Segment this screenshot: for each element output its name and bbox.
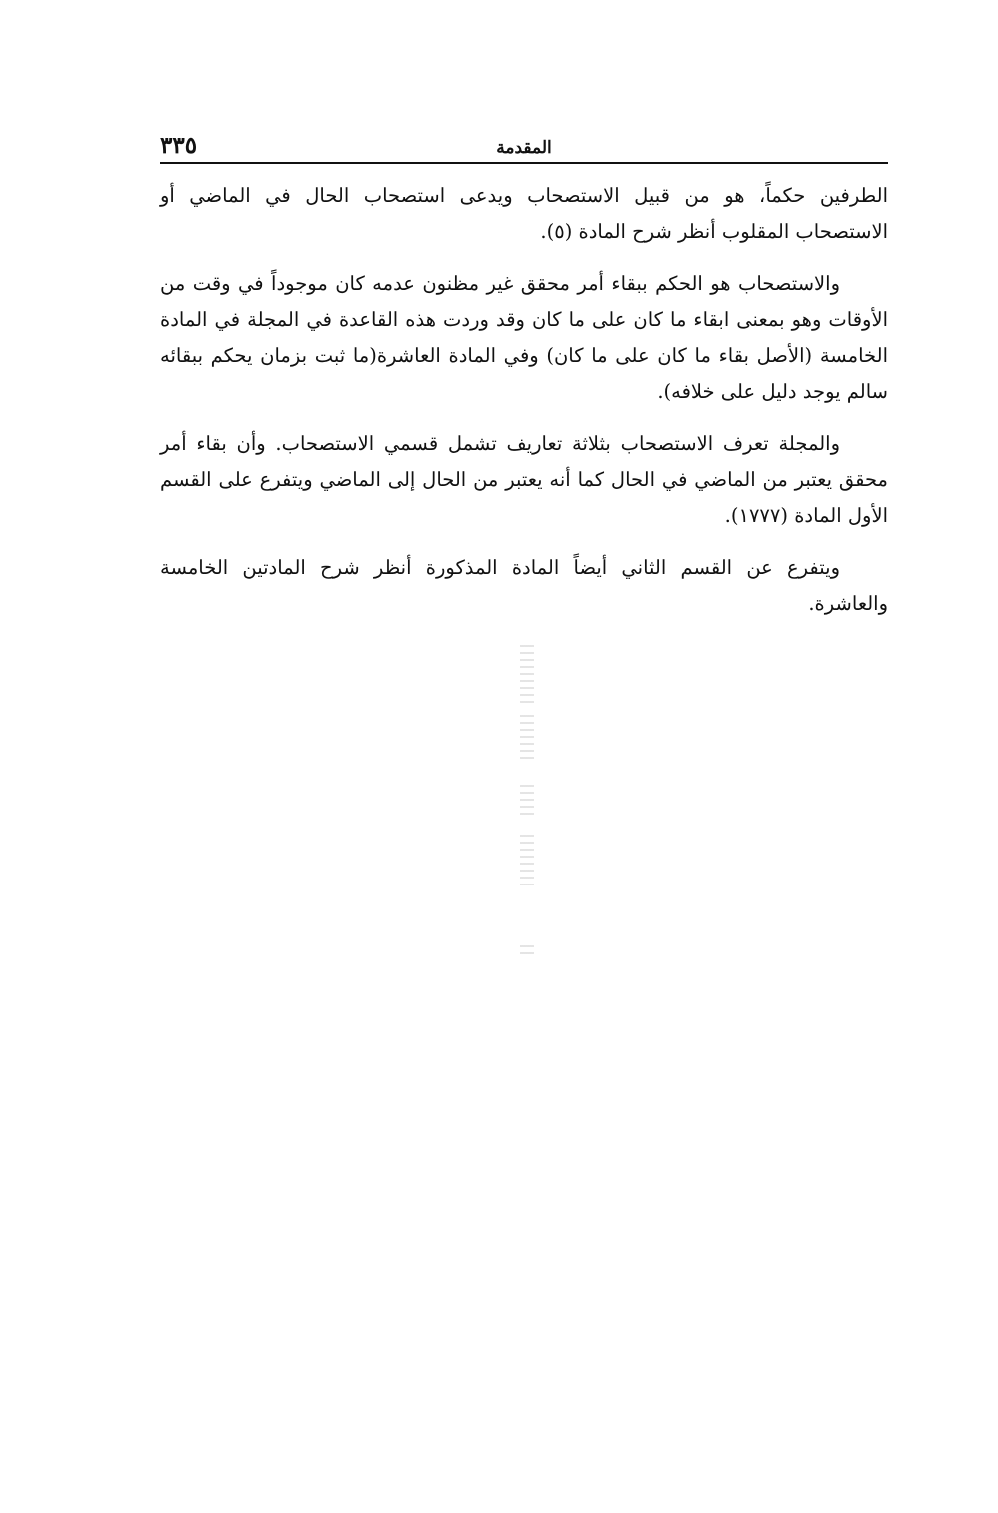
scan-artifact (520, 945, 534, 957)
page-header (160, 128, 888, 164)
body-text (160, 178, 888, 638)
scan-artifact (520, 645, 534, 705)
paragraph-3: والمجلة تعرف الاستصحاب بثلاثة تعاريف تشمل قسمي الاستصحاب. وأن بقاء أمر محقق يعتبر من الماضي في الحال كما أنه يعتبر من الحال إلى الماضي ويتفرع على القسم الأول المادة (١٧٧٧). (160, 432, 888, 527)
paragraph-4: ويتفرع عن القسم الثاني أيضاً المادة المذكورة أنظر شرح المادتين الخامسة والعاشرة. (160, 556, 888, 615)
paragraph-1: الطرفين حكماً، هو من قبيل الاستصحاب ويدعى استصحاب الحال في الماضي أو الاستصحاب المقلوب أنظر شرح المادة (٥). (160, 184, 888, 243)
running-title: المقدمة (496, 138, 552, 158)
paragraph-2: والاستصحاب هو الحكم ببقاء أمر محقق غير مظنون عدمه كان موجوداً في وقت من الأوقات وهو بمعنى ابقاء ما كان على ما كان وقد وردت هذه القاعدة في المجلة في المادة الخامسة (الأصل بقاء ما كان على ما كان) وفي المادة العاشرة(ما ثبت بزمان يحكم ببقائه سالم يوجد دليل على خلافه). (160, 272, 888, 403)
scan-artifact (520, 785, 534, 820)
page-number: ٣٣٥ (160, 132, 198, 159)
scan-artifact (520, 835, 534, 885)
scan-artifact (520, 715, 534, 760)
